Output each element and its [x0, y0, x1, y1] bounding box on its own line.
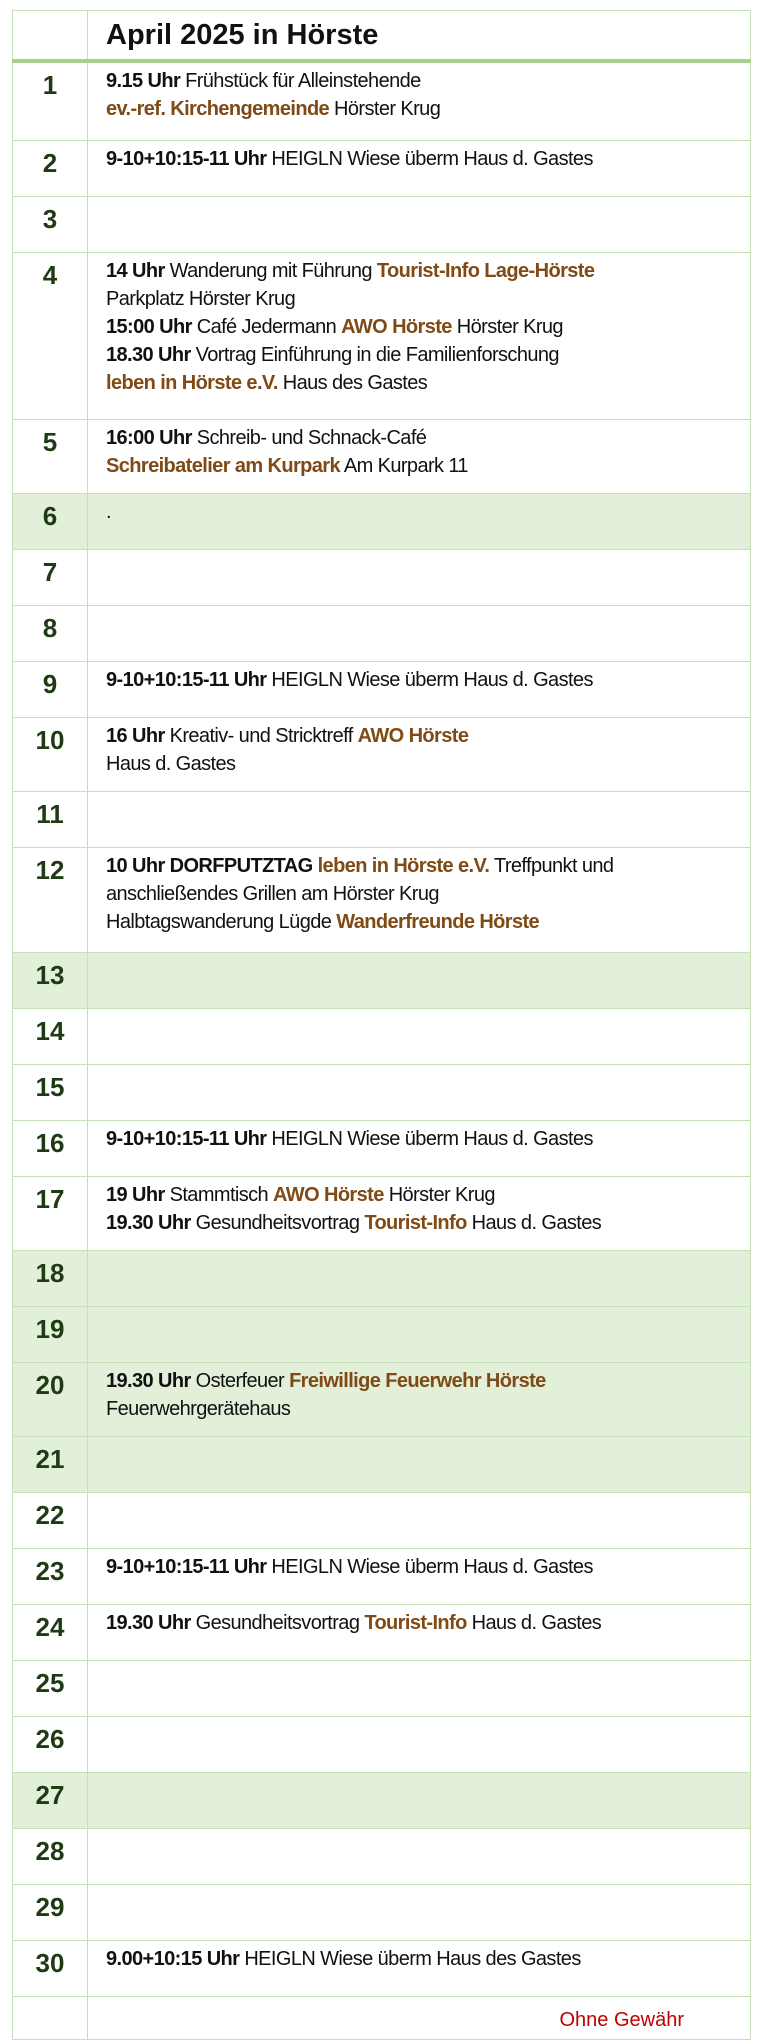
day-number: 3 [13, 197, 88, 253]
event-line [106, 452, 744, 480]
event-text: Haus d. Gastes [466, 1612, 602, 1634]
day-number: 20 [13, 1363, 88, 1437]
event-line [106, 1125, 744, 1153]
day-events [88, 1549, 751, 1605]
day-row [13, 1941, 751, 1997]
event-line [106, 666, 744, 694]
event-text: HEIGLN Wiese überm Haus d. Gastes [266, 1556, 593, 1578]
header-day-cell [13, 11, 88, 62]
day-row [13, 1829, 751, 1885]
event-text: Hörster Krug [451, 316, 563, 338]
day-events [88, 253, 751, 420]
day-number: 11 [13, 792, 88, 848]
day-number: 7 [13, 550, 88, 606]
event-line [106, 369, 744, 397]
event-text: . [106, 501, 111, 523]
event-line [106, 1181, 744, 1209]
day-number: 4 [13, 253, 88, 420]
event-organizer: leben in Hörste e.V. [317, 855, 490, 877]
day-events [88, 420, 751, 494]
day-number: 18 [13, 1251, 88, 1307]
event-time: 9-10+10:15-11 Uhr [106, 669, 267, 691]
day-events [88, 1941, 751, 1997]
day-events [88, 718, 751, 792]
event-organizer: Wanderfreunde Hörste [336, 911, 540, 933]
event-text: HEIGLN Wiese überm Haus d. Gastes [266, 669, 593, 691]
day-events [88, 494, 751, 550]
event-line [106, 313, 744, 341]
event-text: Osterfeuer [190, 1370, 290, 1392]
event-time: 15:00 Uhr [106, 316, 192, 338]
event-time: 10 Uhr DORFPUTZTAG [106, 855, 313, 877]
day-number: 23 [13, 1549, 88, 1605]
day-number: 9 [13, 662, 88, 718]
event-organizer: ev.-ref. Kirchengemeinde [106, 98, 330, 120]
page-title: April 2025 in Hörste [106, 19, 379, 51]
day-events [88, 1065, 751, 1121]
day-number: 29 [13, 1885, 88, 1941]
event-time: 19.30 Uhr [106, 1612, 191, 1634]
event-time: 9.15 Uhr [106, 70, 181, 92]
footer-row [13, 1997, 751, 2040]
event-time: 9-10+10:15-11 Uhr [106, 148, 267, 170]
day-number: 30 [13, 1941, 88, 1997]
day-row [13, 550, 751, 606]
event-organizer: AWO Hörste [357, 725, 469, 747]
event-line [106, 908, 744, 936]
day-number: 27 [13, 1773, 88, 1829]
day-number: 2 [13, 141, 88, 197]
event-text: HEIGLN Wiese überm Haus d. Gastes [266, 1128, 593, 1150]
event-text: Feuerwehrgerätehaus [106, 1398, 291, 1420]
event-organizer: Freiwillige Feuerwehr Hörste [289, 1370, 546, 1392]
day-events [88, 1717, 751, 1773]
day-row [13, 1251, 751, 1307]
day-number: 24 [13, 1605, 88, 1661]
day-number: 19 [13, 1307, 88, 1363]
event-text: Parkplatz Hörster Krug [106, 288, 296, 310]
event-line [106, 722, 744, 750]
event-text: HEIGLN Wiese überm Haus d. Gastes [266, 148, 593, 170]
event-line [106, 1209, 744, 1237]
day-events [88, 1177, 751, 1251]
day-events [88, 1773, 751, 1829]
event-text: Stammtisch [164, 1184, 274, 1206]
event-line [106, 424, 744, 452]
day-number: 10 [13, 718, 88, 792]
day-number: 17 [13, 1177, 88, 1251]
event-line [106, 880, 744, 908]
event-text: Gesundheitsvortrag [190, 1212, 365, 1234]
day-events [88, 1121, 751, 1177]
event-organizer: Tourist-Info [364, 1612, 467, 1634]
footer-cell [88, 1997, 751, 2040]
event-text: HEIGLN Wiese überm Haus des Gastes [239, 1948, 581, 1970]
event-text: Haus des Gastes [277, 372, 428, 394]
event-organizer: leben in Hörste e.V. [106, 372, 278, 394]
event-table-body [13, 11, 751, 1997]
event-text: Gesundheitsvortrag [190, 1612, 365, 1634]
day-number: 12 [13, 848, 88, 953]
day-events [88, 792, 751, 848]
event-time: 16:00 Uhr [106, 427, 192, 449]
day-row [13, 718, 751, 792]
event-text: Hörster Krug [329, 98, 441, 120]
event-line [106, 498, 744, 526]
event-organizer: Tourist-Info Lage-Hörste [376, 260, 595, 282]
day-row [13, 1065, 751, 1121]
event-text: Kreativ- und Stricktreff [164, 725, 358, 747]
event-line [106, 341, 744, 369]
event-line [106, 1395, 744, 1423]
day-row [13, 1549, 751, 1605]
day-number: 6 [13, 494, 88, 550]
day-row [13, 141, 751, 197]
day-number: 8 [13, 606, 88, 662]
event-line [106, 852, 744, 880]
event-line [106, 145, 744, 173]
header-title-cell [88, 11, 751, 62]
event-text: Frühstück für Alleinstehende [180, 70, 421, 92]
day-row [13, 1121, 751, 1177]
event-text: Wanderung mit Führung [164, 260, 377, 282]
day-row [13, 1493, 751, 1549]
event-text: Hörster Krug [383, 1184, 495, 1206]
day-number: 1 [13, 61, 88, 141]
event-organizer: Tourist-Info [364, 1212, 467, 1234]
day-row [13, 1177, 751, 1251]
event-time: 9-10+10:15-11 Uhr [106, 1556, 267, 1578]
event-text: anschließendes Grillen am Hörster Krug [106, 883, 439, 905]
day-events [88, 1307, 751, 1363]
event-text: Haus d. Gastes [466, 1212, 602, 1234]
day-events [88, 1363, 751, 1437]
day-row [13, 1307, 751, 1363]
day-number: 21 [13, 1437, 88, 1493]
day-events [88, 1009, 751, 1065]
event-time: 9.00+10:15 Uhr [106, 1948, 240, 1970]
event-text: Haus d. Gastes [106, 753, 236, 775]
header-row [13, 11, 751, 62]
day-events [88, 606, 751, 662]
day-row [13, 420, 751, 494]
day-row [13, 1661, 751, 1717]
day-number: 28 [13, 1829, 88, 1885]
event-line [106, 1945, 744, 1973]
event-time: 19.30 Uhr [106, 1212, 191, 1234]
event-text: Café Jedermann [191, 316, 342, 338]
event-organizer: AWO Hörste [273, 1184, 384, 1206]
event-line [106, 257, 744, 285]
day-events [88, 1885, 751, 1941]
day-events [88, 953, 751, 1009]
day-row [13, 1717, 751, 1773]
event-time: 16 Uhr [106, 725, 165, 747]
event-time: 14 Uhr [106, 260, 165, 282]
calendar-sheet [12, 10, 750, 2040]
event-line [106, 95, 744, 123]
event-line [106, 1609, 744, 1637]
day-row [13, 1773, 751, 1829]
event-text: Schreib- und Schnack-Café [191, 427, 427, 449]
day-events [88, 1437, 751, 1493]
day-number: 16 [13, 1121, 88, 1177]
disclaimer: Ohne Gewähr [559, 2009, 684, 2031]
day-events [88, 1251, 751, 1307]
day-row [13, 792, 751, 848]
event-text: Halbtagswanderung Lügde [106, 911, 337, 933]
day-events [88, 1661, 751, 1717]
day-events [88, 1493, 751, 1549]
day-row [13, 1605, 751, 1661]
day-number: 22 [13, 1493, 88, 1549]
day-number: 25 [13, 1661, 88, 1717]
footer-day-cell [13, 1997, 88, 2040]
day-events [88, 550, 751, 606]
day-row [13, 662, 751, 718]
day-row [13, 61, 751, 141]
day-events [88, 1829, 751, 1885]
day-events [88, 61, 751, 141]
day-events [88, 662, 751, 718]
day-row [13, 197, 751, 253]
event-text: Vortrag Einführung in die Familienforschung [190, 344, 559, 366]
day-number: 15 [13, 1065, 88, 1121]
event-time: 18.30 Uhr [106, 344, 191, 366]
event-line [106, 67, 744, 95]
event-organizer: AWO Hörste [341, 316, 452, 338]
event-time: 9-10+10:15-11 Uhr [106, 1128, 267, 1150]
day-events [88, 1605, 751, 1661]
event-text: Am Kurpark 11 [340, 455, 468, 477]
event-time: 19 Uhr [106, 1184, 165, 1206]
day-number: 5 [13, 420, 88, 494]
day-row [13, 606, 751, 662]
day-row [13, 1885, 751, 1941]
day-row [13, 1437, 751, 1493]
event-line [106, 1553, 744, 1581]
day-row [13, 848, 751, 953]
day-events [88, 197, 751, 253]
event-text: Treffpunkt und [489, 855, 614, 877]
event-line [106, 1367, 744, 1395]
day-row [13, 1363, 751, 1437]
day-row [13, 953, 751, 1009]
day-events [88, 141, 751, 197]
day-row [13, 1009, 751, 1065]
event-line [106, 285, 744, 313]
event-organizer: Schreibatelier am Kurpark [106, 455, 340, 477]
event-table [12, 10, 751, 2040]
day-row [13, 253, 751, 420]
event-time: 19.30 Uhr [106, 1370, 191, 1392]
event-line [106, 750, 744, 778]
day-events [88, 848, 751, 953]
day-number: 14 [13, 1009, 88, 1065]
day-number: 26 [13, 1717, 88, 1773]
day-number: 13 [13, 953, 88, 1009]
day-row [13, 494, 751, 550]
